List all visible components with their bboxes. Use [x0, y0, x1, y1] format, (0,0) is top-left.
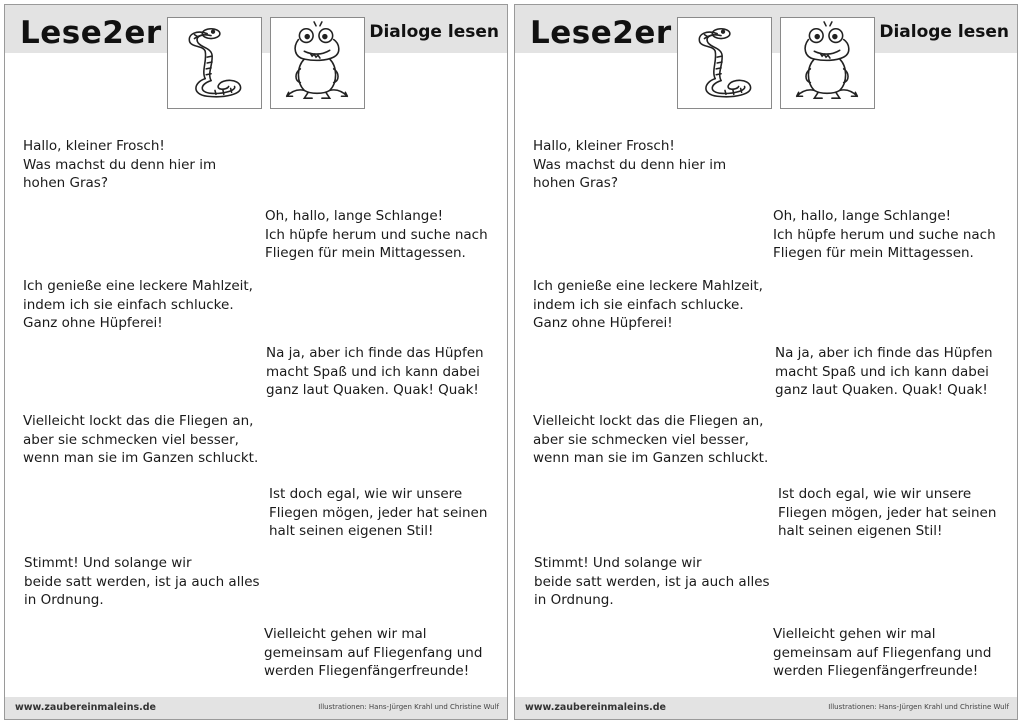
- frog-icon: [271, 18, 364, 108]
- dialogue-frog-2: Na ja, aber ich finde das Hüpfen macht Spaß und ich kann dabei ganz laut Quaken. Quak! Quak!: [775, 345, 993, 398]
- dialogue-snake-2: Ich genieße eine leckere Mahlzeit, indem ich sie einfach schlucke. Ganz ohne Hüpferei!: [23, 278, 253, 331]
- dialogue-frog-1: Oh, hallo, lange Schlange! Ich hüpfe herum und suche nach Fliegen für mein Mittagessen.: [773, 208, 996, 261]
- worksheet-left: [4, 4, 508, 720]
- brand-title: Lese2er: [20, 15, 162, 51]
- worksheet-footer: [515, 697, 1017, 719]
- website-link[interactable]: www.zaubereinmaleins.de: [525, 702, 666, 713]
- dialogue-frog-3: Ist doch egal, wie wir unsere Fliegen mögen, jeder hat seinen halt seinen eigenen Stil!: [269, 486, 488, 539]
- worksheet-footer: [5, 697, 507, 719]
- dialogue-snake-3: Vielleicht lockt das die Fliegen an, aber sie schmecken viel besser, wenn man sie im Ganzen schluckt.: [533, 413, 769, 466]
- dialogue-frog-1: Oh, hallo, lange Schlange! Ich hüpfe herum und suche nach Fliegen für mein Mittagessen.: [265, 208, 488, 261]
- worksheet-right: [514, 4, 1018, 720]
- snake-icon: [678, 18, 771, 108]
- illustration-credit: Illustrationen: Hans-Jürgen Krahl und Christine Wulf: [318, 703, 499, 711]
- dialogue-frog-3: Ist doch egal, wie wir unsere Fliegen mögen, jeder hat seinen halt seinen eigenen Stil!: [778, 486, 997, 539]
- brand-title: Lese2er: [530, 15, 672, 51]
- illustration-credit: Illustrationen: Hans-Jürgen Krahl und Christine Wulf: [828, 703, 1009, 711]
- website-link[interactable]: www.zaubereinmaleins.de: [15, 702, 156, 713]
- frog-illustration: [270, 17, 365, 109]
- worksheet-topic: Dialoge lesen: [879, 22, 1009, 42]
- dialogue-frog-2: Na ja, aber ich finde das Hüpfen macht Spaß und ich kann dabei ganz laut Quaken. Quak! Quak!: [266, 345, 484, 398]
- dialogue-frog-4: Vielleicht gehen wir mal gemeinsam auf Fliegenfang und werden Fliegenfängerfreunde!: [264, 626, 483, 679]
- frog-icon: [781, 18, 874, 108]
- snake-illustration: [677, 17, 772, 109]
- dialogue-snake-4: Stimmt! Und solange wir beide satt werden, ist ja auch alles in Ordnung.: [24, 555, 260, 608]
- worksheet-topic: Dialoge lesen: [369, 22, 499, 42]
- snake-illustration: [167, 17, 262, 109]
- dialogue-frog-4: Vielleicht gehen wir mal gemeinsam auf Fliegenfang und werden Fliegenfängerfreunde!: [773, 626, 992, 679]
- dialogue-snake-1: Hallo, kleiner Frosch! Was machst du denn hier im hohen Gras?: [23, 138, 217, 191]
- dialogue-snake-1: Hallo, kleiner Frosch! Was machst du denn hier im hohen Gras?: [533, 138, 727, 191]
- dialogue-snake-4: Stimmt! Und solange wir beide satt werden, ist ja auch alles in Ordnung.: [534, 555, 770, 608]
- dialogue-snake-3: Vielleicht lockt das die Fliegen an, aber sie schmecken viel besser, wenn man sie im Ganzen schluckt.: [23, 413, 259, 466]
- snake-icon: [168, 18, 261, 108]
- frog-illustration: [780, 17, 875, 109]
- dialogue-snake-2: Ich genieße eine leckere Mahlzeit, indem ich sie einfach schlucke. Ganz ohne Hüpferei!: [533, 278, 763, 331]
